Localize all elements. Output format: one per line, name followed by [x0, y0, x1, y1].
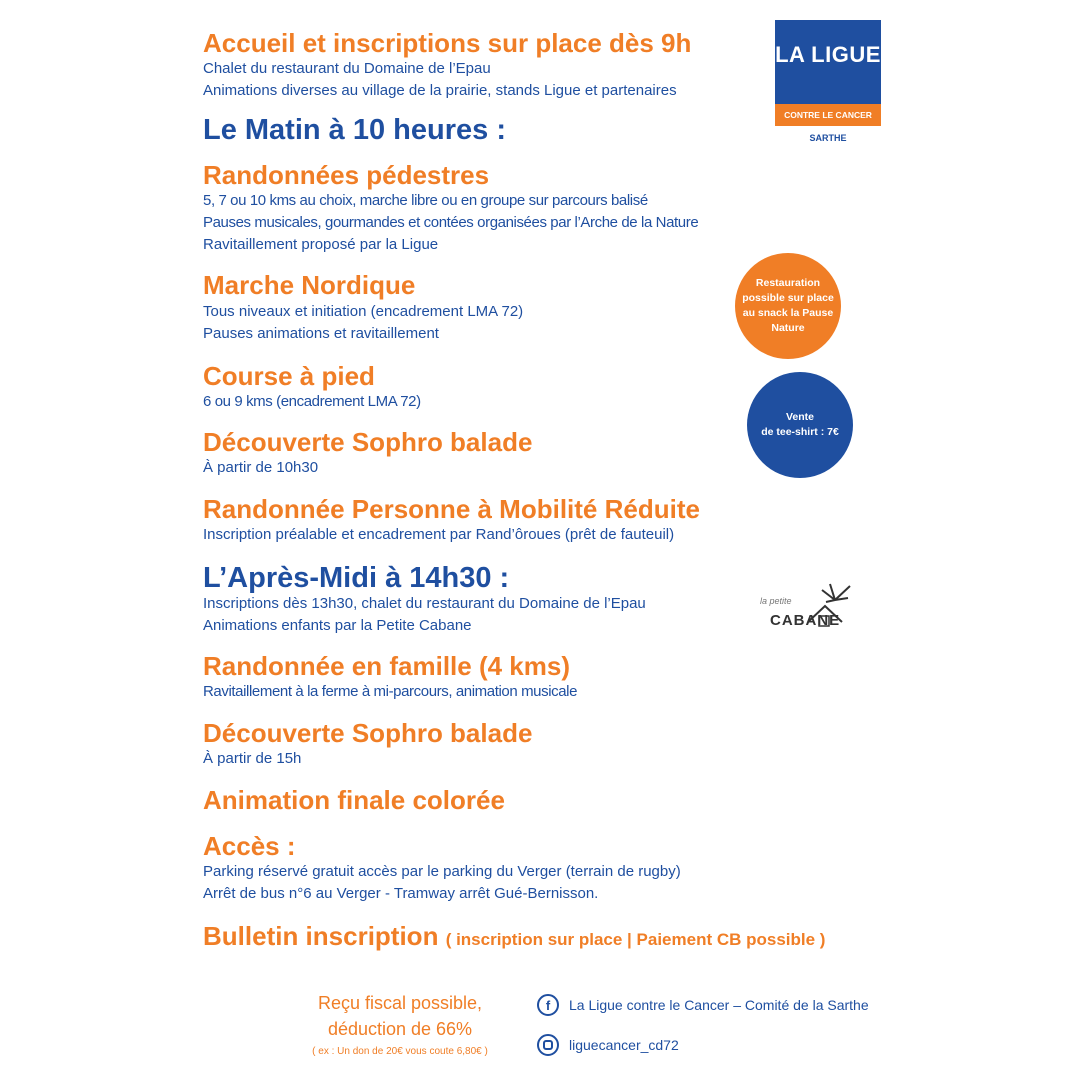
bulletin-row: [203, 921, 825, 955]
randonnees-line-3: Ravitaillement proposé par la Ligue: [203, 236, 439, 253]
marche-title: Marche Nordique: [203, 270, 416, 300]
matin-title: Le Matin à 10 heures :: [203, 114, 506, 146]
restauration-badge: [735, 253, 841, 359]
vente-badge: [747, 372, 853, 478]
petite-cabane-logo: [760, 576, 870, 636]
logo-band-text: CONTRE LE CANCER: [775, 104, 881, 126]
course-title: Course à pied: [203, 361, 375, 391]
la-ligue-logo: [775, 20, 881, 126]
randonnees-line-2: Pauses musicales, gourmandes et contées organisées par l’Arche de la Nature: [203, 214, 699, 231]
bulletin-note: ( inscription sur place | Paiement CB possible ): [445, 930, 826, 949]
restauration-line-1: Restauration: [755, 277, 821, 289]
marche-line-2: Pauses animations et ravitaillement: [203, 325, 439, 342]
sophro2-line-1: À partir de 15h: [203, 750, 302, 767]
instagram-icon: [537, 1034, 559, 1056]
acces-line-1: Parking réservé gratuit accès par le parking du Verger (terrain de rugby): [203, 863, 681, 880]
accueil-line-2: Animations diverses au village de la prairie, stands Ligue et partenaires: [203, 82, 677, 99]
instagram-link[interactable]: [537, 1032, 679, 1058]
acces-line-2: Arrêt de bus n°6 au Verger - Tramway arrêt Gué-Bernisson.: [203, 885, 599, 902]
facebook-link[interactable]: [537, 992, 869, 1018]
randonnees-title: Randonnées pédestres: [203, 160, 490, 190]
instagram-label: liguecancer_cd72: [569, 1037, 679, 1053]
vente-line-2: de tee-shirt : 7€: [761, 426, 839, 438]
cabane-script: la petite: [760, 596, 792, 606]
recu-line-2: déduction de 66%: [327, 1019, 473, 1039]
finale-title: Animation finale colorée: [203, 785, 505, 815]
famille-title: Randonnée en famille (4 kms): [203, 651, 570, 681]
recu-fiscal: [290, 990, 510, 1042]
logo-main-text: LA LIGUE: [775, 42, 881, 67]
acces-title: Accès :: [203, 831, 296, 861]
logo-sub-text: SARTHE: [809, 133, 847, 143]
accueil-title: Accueil et inscriptions sur place dès 9h: [203, 28, 692, 58]
restauration-line-4: Nature: [771, 322, 805, 334]
sophro2-title: Découverte Sophro balade: [203, 718, 533, 748]
apresmidi-line-2: Animations enfants par la Petite Cabane: [203, 617, 472, 634]
facebook-icon: f: [537, 994, 559, 1016]
facebook-label: La Ligue contre le Cancer – Comité de la Sarthe: [569, 997, 869, 1013]
apresmidi-title: L’Après-Midi à 14h30 :: [203, 562, 510, 594]
restauration-line-2: possible sur place: [742, 292, 834, 304]
accueil-line-1: Chalet du restaurant du Domaine de l’Epau: [203, 60, 491, 77]
apresmidi-line-1: Inscriptions dès 13h30, chalet du restaurant du Domaine de l’Epau: [203, 595, 646, 612]
restauration-line-3: au snack la Pause: [742, 307, 834, 319]
recu-example: ( ex : Un don de 20€ vous coute 6,80€ ): [312, 1046, 488, 1057]
recu-line-1: Reçu fiscal possible,: [317, 993, 483, 1013]
famille-line-1: Ravitaillement à la ferme à mi-parcours, animation musicale: [203, 683, 578, 700]
randonnees-line-1: 5, 7 ou 10 kms au choix, marche libre ou en groupe sur parcours balisé: [203, 192, 648, 209]
sophro1-title: Découverte Sophro balade: [203, 427, 533, 457]
sophro1-line-1: À partir de 10h30: [203, 459, 319, 476]
vente-line-1: Vente: [785, 411, 814, 423]
cabane-word: CABANE: [770, 612, 841, 629]
pmr-title: Randonnée Personne à Mobilité Réduite: [203, 494, 700, 524]
pmr-line-1: Inscription préalable et encadrement par Rand’ôroues (prêt de fauteuil): [203, 526, 675, 543]
course-line-1: 6 ou 9 kms (encadrement LMA 72): [203, 393, 421, 410]
marche-line-1: Tous niveaux et initiation (encadrement LMA 72): [203, 303, 524, 320]
bulletin-title[interactable]: Bulletin inscription: [203, 921, 439, 951]
